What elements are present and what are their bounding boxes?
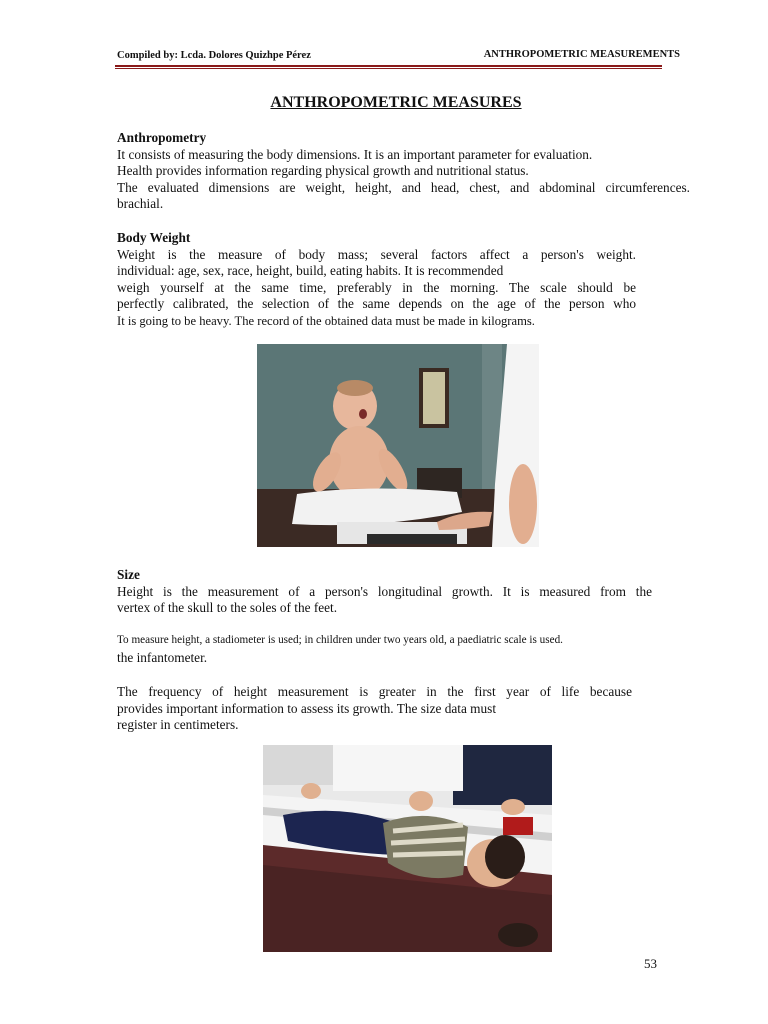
size-note-continued: the infantometer. [117, 650, 208, 665]
header-author: Compiled by: Lcda. Dolores Quizhpe Pérez [117, 50, 311, 61]
baby-scale-illustration [257, 344, 539, 547]
section-heading-size: Size [117, 567, 140, 582]
body-weight-line: It is going to be heavy. The record of the obtained data must be made in kilograms. [117, 313, 535, 328]
header-rule-thin [115, 68, 662, 69]
body-weight-line: individual: age, sex, race, height, build, eating habits. It is recommended [117, 263, 504, 279]
size-line: vertex of the skull to the soles of the feet. [117, 600, 338, 616]
size-note-small: To measure height, a stadiometer is used; in children under two years old, a paediatric scale is used. [117, 634, 563, 646]
size-frequency-paragraph [117, 684, 632, 734]
body-weight-line: weigh yourself at the same time, preferably in the morning. The scale should be [117, 279, 636, 295]
body-weight-line: Weight is the measure of body mass; several factors affect a person's weight. [117, 246, 636, 262]
frequency-line: register in centimeters. [117, 717, 239, 733]
header-rule [115, 65, 662, 67]
anthropometry-line: It consists of measuring the body dimensions. It is an important parameter for evaluation. [117, 146, 593, 162]
photo-baby-on-scale [257, 344, 539, 547]
body-weight-section [117, 230, 636, 330]
frequency-line: The frequency of height measurement is greater in the first year of life because [117, 684, 632, 699]
page-number: 53 [644, 956, 657, 971]
anthropometry-line: Health provides information regarding physical growth and nutritional status. [117, 163, 529, 179]
body-weight-line: perfectly calibrated, the selection of the same depends on the age of the person who [117, 296, 636, 312]
anthropometry-line: brachial. [117, 196, 164, 212]
infantometer-illustration [263, 745, 552, 952]
section-heading-body-weight: Body Weight [117, 230, 191, 245]
frequency-line: provides important information to assess its growth. The size data must [117, 700, 497, 716]
size-line: Height is the measurement of a person's longitudinal growth. It is measured from the [117, 583, 652, 599]
page-title: ANTHROPOMETRIC MEASURES [270, 94, 522, 111]
size-section [117, 567, 652, 617]
anthropometry-line: The evaluated dimensions are weight, height, and head, chest, and abdominal circumferences. [117, 179, 690, 195]
header-section-title: ANTHROPOMETRIC MEASUREMENTS [483, 49, 680, 60]
section-heading-anthropometry: Anthropometry [117, 130, 207, 145]
photo-child-infantometer [263, 745, 552, 952]
anthropometry-section [117, 130, 690, 213]
